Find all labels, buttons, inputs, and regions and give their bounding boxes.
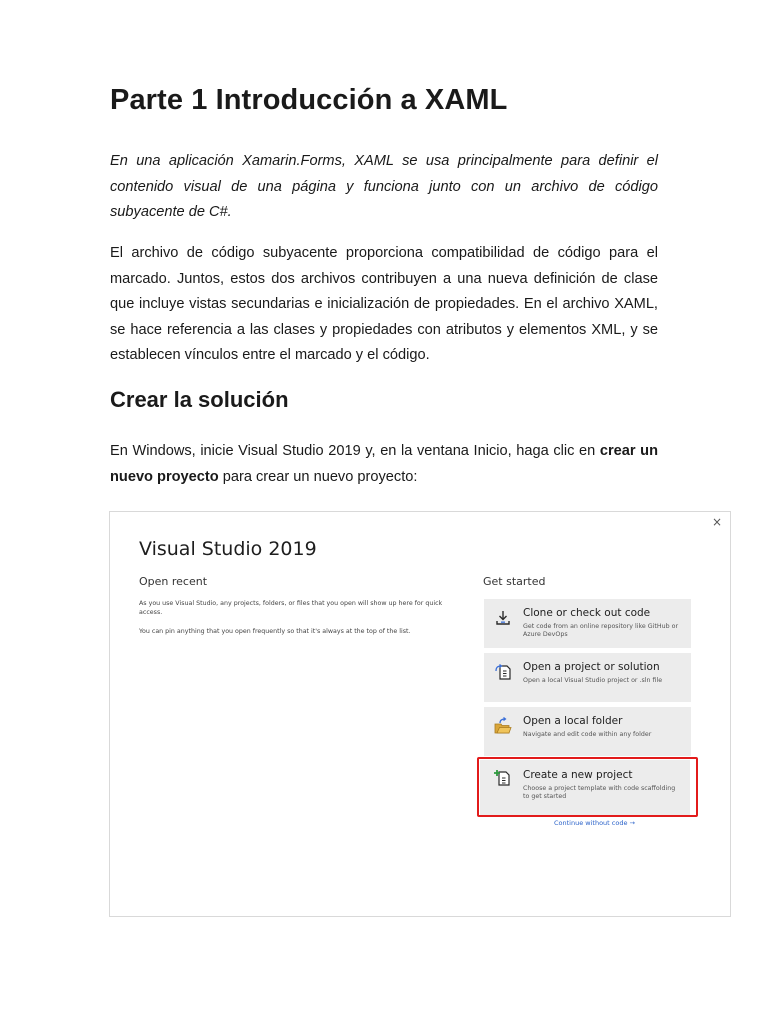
card-description: Navigate and edit code within any folder: [523, 731, 652, 738]
open-recent-pin-text: You can pin anything that you open frequently so that it's always at the top of the list.: [139, 628, 411, 635]
card-description: Open a local Visual Studio project or .sln file: [523, 677, 663, 684]
open-project-icon: [494, 663, 512, 681]
body-paragraph: El archivo de código subyacente proporciona compatibilidad de código para el marcado. Juntos, estos dos archivos contribuyen a una nueva definición de clase que incluye vistas secundarias e inicialización de propiedades. En el archivo XAML, se hace referencia a las clases y propiedades con atributos y elementos XML, y se establecen vínculos entre el marcado y el código.: [110, 245, 658, 363]
vs-start-window-screenshot: [109, 511, 731, 917]
instruction-paragraph: [110, 439, 658, 490]
instruction-text-before: En Windows, inicie Visual Studio 2019 y, en la ventana Inicio, haga clic en: [110, 443, 600, 459]
card-title: Open a local folder: [523, 715, 623, 727]
open-project-button[interactable]: [484, 653, 691, 702]
continue-without-code-link[interactable]: Continue without code →: [554, 819, 635, 827]
open-folder-button[interactable]: [484, 707, 691, 756]
close-icon[interactable]: ×: [711, 515, 722, 529]
card-title: Open a project or solution: [523, 661, 660, 673]
section-heading: Crear la solución: [110, 387, 289, 412]
open-recent-heading: Open recent: [139, 575, 208, 588]
card-description: Choose a project template with code scaffolding to get started: [523, 785, 676, 800]
page-title: Parte 1 Introducción a XAML: [110, 84, 508, 116]
card-title: Create a new project: [523, 769, 633, 781]
get-started-heading: Get started: [483, 575, 546, 588]
open-folder-icon: [494, 717, 512, 735]
open-recent-text: As you use Visual Studio, any projects, folders, or files that you open will show up here for quick access.: [139, 600, 443, 616]
highlight-box: [477, 757, 698, 817]
instruction-text-bold: crear un nuevo proyecto: [110, 443, 659, 485]
instruction-text-after: para crear un nuevo proyecto:: [218, 468, 418, 485]
card-description: Get code from an online repository like GitHub or Azure DevOps: [523, 623, 679, 638]
clone-code-button[interactable]: [484, 599, 691, 648]
intro-paragraph: En una aplicación Xamarin.Forms, XAML se usa principalmente para definir el contenido visual de una página y funciona junto con un archivo de código subyacente de C#.: [110, 153, 658, 220]
clone-icon: [494, 609, 512, 627]
vs-window-title: Visual Studio 2019: [139, 538, 317, 560]
card-title: Clone or check out code: [523, 607, 651, 619]
